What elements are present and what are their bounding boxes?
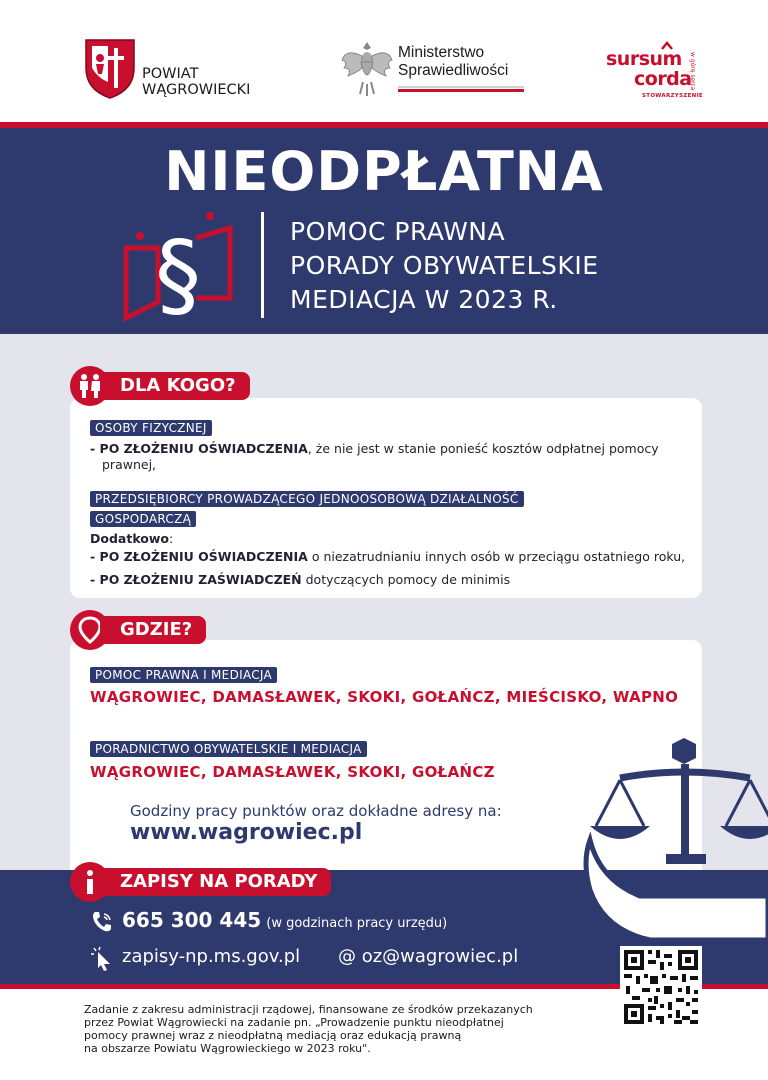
phone-line (122, 908, 447, 932)
polish-eagle-icon (340, 38, 394, 100)
zapisy-header (70, 862, 370, 902)
banner-line-mediacja: MEDIACJA W 2023 R. (290, 285, 558, 314)
banner-subtitle (290, 215, 599, 317)
cities-pomoc-prawna: WĄGROWIEC, DAMASŁAWEK, SKOKI, GOŁAŃCZ, MIEŚCISKO, WAPNO (90, 688, 679, 706)
phone-number[interactable]: 665 300 445 (122, 908, 262, 932)
registration-url[interactable]: zapisy-np.ms.gov.pl (122, 946, 301, 967)
powiat-logo (84, 38, 274, 102)
banner-divider (261, 212, 264, 318)
qr-code-icon[interactable] (620, 946, 702, 1028)
item-oswiadczenie-osoby: - PO ZŁOŻENIU OŚWIADCZENIA, że nie jest w stanie ponieść kosztów odpłatnej pomocy prawnej, (90, 441, 659, 472)
gdzie-header (70, 610, 250, 650)
header-logos (0, 0, 768, 122)
stowarzyszenie-text: STOWARZYSZENIE (642, 93, 703, 99)
banner-line-pomoc-prawna: POMOC PRAWNA (290, 217, 506, 246)
powiat-name-line1: POWIAT (142, 66, 199, 82)
sursum-text: sursum (606, 48, 682, 70)
zapisy-title: ZAPISY NA PORADY (100, 868, 331, 896)
hours-info-text: Godziny pracy punktów oraz dokładne adresy na: (130, 802, 502, 820)
tag-poradnictwo-obywatelskie: PORADNICTWO OBYWATELSKIE I MEDIACJA (90, 741, 367, 757)
tag-przedsiebiorcy-line2: GOSPODARCZĄ (90, 511, 196, 527)
svg-text:§: § (155, 221, 201, 328)
cities-poradnictwo: WĄGROWIEC, DAMASŁAWEK, SKOKI, GOŁAŃCZ (90, 763, 495, 781)
ministry-flag-red (398, 89, 524, 92)
paragraph-section-icon (118, 208, 238, 328)
item-oswiadczenie-niezatrudnianie: - PO ZŁOŻENIU OŚWIADCZENIA o niezatrudnianiu innych osób w przeciągu ostatniego roku, (90, 549, 686, 564)
corda-text: corda (634, 68, 692, 90)
powiat-coat-of-arms-icon (84, 38, 136, 100)
dla-kogo-header (70, 366, 300, 406)
dla-kogo-title: DLA KOGO? (100, 372, 250, 400)
w-gore-serca-text: w górę serca (689, 52, 696, 91)
footer-funding-note: Zadanie z zakresu administracji rządowej, finansowane ze środków przekazanych przez Powiat Wągrowiecki na zadanie pn. „Prowadzenie punktu nieodpłatnej pomocy prawnej wraz z nieodpłatną mediacją oraz edukacją prawną na obszarze Powiatu Wągrowieckiego w 2023 roku". (84, 1003, 533, 1055)
tag-osoby-fizycznej: OSOBY FIZYCZNEJ (90, 420, 212, 436)
phone-icon (90, 910, 114, 934)
dodatkowo-label: Dodatkowo: (90, 531, 174, 546)
main-headline: NIEODPŁATNA (164, 140, 604, 203)
ministry-name-line2: Sprawiedliwości (398, 62, 509, 79)
item-zaswiadczenia: - PO ZŁOŻENIU ZAŚWIADCZEŃ dotyczących pomocy de minimis (90, 572, 511, 587)
scales-of-justice-icon (580, 730, 768, 950)
ministry-flag-white (398, 86, 524, 88)
banner-line-porady: PORADY OBYWATELSKIE (290, 251, 599, 280)
ministry-name-line1: Ministerstwo (398, 44, 485, 61)
email-address[interactable]: @ oz@wagrowiec.pl (338, 946, 519, 967)
sursum-corda-logo (604, 38, 704, 104)
powiat-name-line2: WĄGROWIECKI (142, 82, 251, 98)
website-link[interactable]: www.wagrowiec.pl (130, 820, 363, 845)
tag-pomoc-prawna-mediacja: POMOC PRAWNA I MEDIACJA (90, 667, 277, 683)
cursor-click-icon (90, 946, 114, 972)
tag-przedsiebiorcy-line1: PRZEDSIĘBIORCY PROWADZĄCEGO JEDNOOSOBOWĄ DZIAŁALNOŚĆ (90, 491, 524, 507)
gdzie-title: GDZIE? (100, 616, 206, 644)
phone-hours-note: (w godzinach pracy urzędu) (266, 916, 448, 931)
ministry-logo (340, 38, 540, 102)
